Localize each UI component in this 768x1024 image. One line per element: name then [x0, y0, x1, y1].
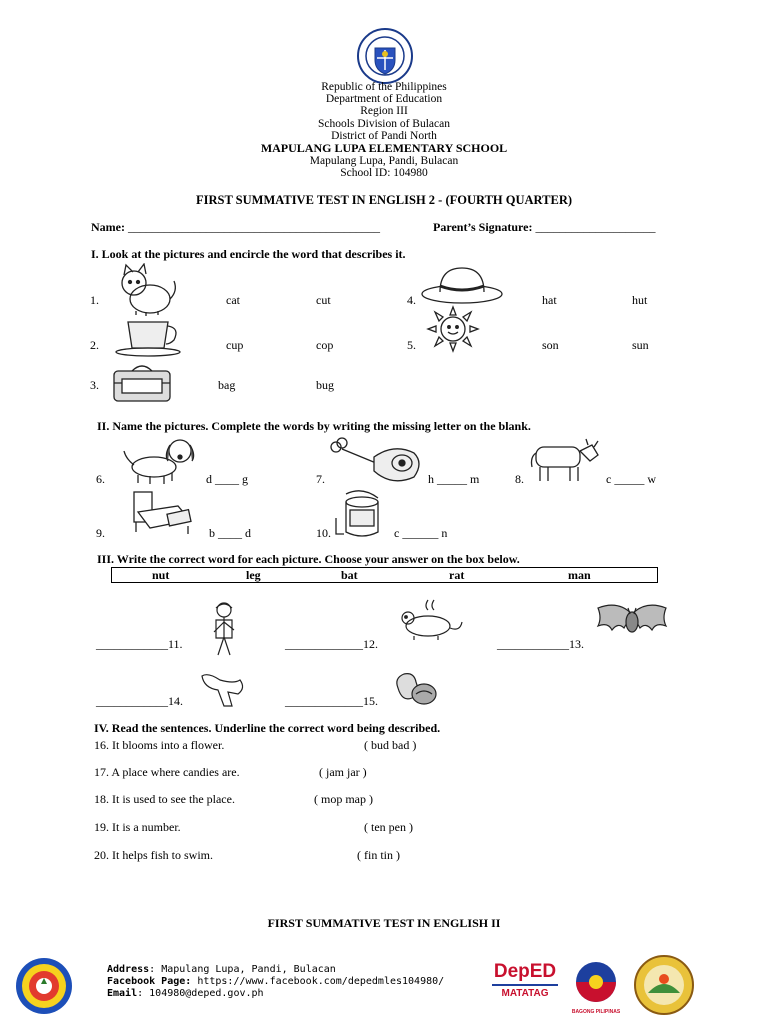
district-seal-logo: [634, 955, 694, 1015]
option-word[interactable]: cut: [316, 293, 331, 307]
option-word[interactable]: hut: [632, 293, 648, 307]
item-number: 1.: [90, 293, 99, 307]
item-number: 12.: [363, 637, 378, 651]
option-word[interactable]: sun: [632, 338, 649, 352]
school-name: MAPULANG LUPA ELEMENTARY SCHOOL: [260, 141, 508, 155]
choice-word: leg: [246, 568, 261, 582]
choice-word: nut: [152, 568, 170, 582]
option-word[interactable]: bug: [316, 378, 334, 392]
nut-picture-icon: [390, 668, 440, 708]
deped-seal-logo: [357, 28, 413, 84]
cow-picture-icon: [528, 437, 600, 483]
sentence-options[interactable]: ( jam jar ): [319, 765, 367, 779]
bag-picture-icon: [108, 363, 176, 403]
sun-picture-icon: [418, 305, 488, 353]
rat-picture-icon: [394, 598, 466, 644]
missing-letter-word[interactable]: d ____ g: [206, 472, 248, 486]
item-number: 6.: [96, 472, 105, 486]
item-number: 10.: [316, 526, 331, 540]
hat-picture-icon: [420, 266, 504, 306]
sentence-item: 19. It is a number.: [94, 820, 181, 834]
name-field[interactable]: __________________________________________: [127, 220, 380, 234]
sentence-item: 17. A place where candies are.: [94, 765, 240, 779]
name-label: Name:: [91, 220, 125, 234]
header-line: Republic of the Philippines: [321, 81, 447, 93]
item-number: 11.: [168, 637, 183, 651]
header-line: Department of Education: [325, 93, 443, 105]
ham-picture-icon: [328, 437, 424, 485]
missing-letter-word[interactable]: c ______ n: [394, 526, 448, 540]
item-number: 7.: [316, 472, 325, 486]
sentence-item: 16. It blooms into a flower.: [94, 738, 225, 752]
item-number: 14.: [168, 694, 183, 708]
choice-word: bat: [341, 568, 358, 582]
sentence-options[interactable]: ( bud bad ): [364, 738, 417, 752]
header-line: District of Pandi North: [331, 130, 437, 142]
deped-matatag-logo: [492, 960, 558, 1012]
option-word[interactable]: bag: [218, 378, 236, 392]
answer-blank[interactable]: _____________12.: [285, 637, 378, 651]
email-label: Email: [107, 988, 138, 999]
cat-picture-icon: [112, 263, 180, 317]
option-word[interactable]: cup: [226, 338, 244, 352]
email-link[interactable]: : 104980@deped.gov.ph: [137, 988, 264, 999]
bagong-pilipinas-logo: [566, 960, 626, 1014]
signature-field[interactable]: ____________________: [535, 220, 656, 234]
choice-word: rat: [449, 568, 465, 582]
school-id: School ID: 104980: [340, 167, 428, 179]
answer-blank[interactable]: ____________13.: [497, 637, 584, 651]
bat-picture-icon: [596, 600, 668, 642]
part1-heading: I. Look at the pictures and encircle the word that describes it.: [91, 247, 406, 261]
part4-heading: IV. Read the sentences. Underline the correct word being described.: [94, 721, 441, 735]
item-number: 3.: [90, 378, 99, 392]
missing-letter-word[interactable]: c _____ w: [606, 472, 656, 486]
can-picture-icon: [332, 488, 382, 540]
sentence-options[interactable]: ( mop map ): [314, 792, 373, 806]
answer-blank[interactable]: ____________11.: [96, 637, 183, 651]
part2-heading: II. Name the pictures. Complete the words by writing the missing letter on the blank.: [97, 419, 531, 433]
cup-picture-icon: [112, 318, 184, 358]
bagong-pilipinas-text: BAGONG PILIPINAS: [571, 1009, 621, 1015]
man-picture-icon: [200, 600, 250, 658]
missing-letter-word[interactable]: b ____ d: [209, 526, 251, 540]
address-value: : Mapulang Lupa, Pandi, Bulacan: [149, 964, 336, 975]
sentence-options[interactable]: ( ten pen ): [364, 820, 413, 834]
option-word[interactable]: cat: [226, 293, 240, 307]
bed-picture-icon: [128, 488, 196, 536]
choice-word: man: [568, 568, 591, 582]
option-word[interactable]: cop: [316, 338, 334, 352]
option-word[interactable]: hat: [542, 293, 557, 307]
answer-blank[interactable]: _____________15.: [285, 694, 378, 708]
facebook-link[interactable]: https://www.facebook.com/depedmles104980/: [191, 976, 445, 987]
sentence-item: 20. It helps fish to swim.: [94, 848, 213, 862]
address-label: Address: [107, 964, 150, 975]
part3-heading: III. Write the correct word for each picture. Choose your answer on the box below.: [97, 552, 520, 566]
sentence-item: 18. It is used to see the place.: [94, 792, 235, 806]
deped-logo-text: DepED: [493, 961, 557, 982]
sentence-options[interactable]: ( fin tin ): [357, 848, 400, 862]
item-number: 4.: [407, 293, 416, 307]
item-number: 2.: [90, 338, 99, 352]
option-word[interactable]: son: [542, 338, 559, 352]
item-number: 15.: [363, 694, 378, 708]
item-number: 5.: [407, 338, 416, 352]
signature-label: Parent’s Signature:: [433, 220, 533, 234]
test-title: FIRST SUMMATIVE TEST IN ENGLISH 2 - (FOURTH QUARTER): [195, 193, 573, 207]
item-number: 13.: [569, 637, 584, 651]
word-choice-box: [111, 567, 658, 583]
dog-picture-icon: [120, 435, 200, 485]
school-address: Mapulang Lupa, Pandi, Bulacan: [309, 155, 459, 167]
missing-letter-word[interactable]: h _____ m: [428, 472, 480, 486]
matatag-text: MATATAG: [492, 984, 558, 999]
item-number: 8.: [515, 472, 524, 486]
school-seal-logo: [15, 957, 73, 1015]
header-line: Schools Division of Bulacan: [318, 118, 450, 130]
header-line: Region III: [360, 105, 408, 117]
facebook-label: Facebook Page:: [107, 976, 192, 987]
answer-blank[interactable]: ____________14.: [96, 694, 183, 708]
footer-title: FIRST SUMMATIVE TEST IN ENGLISH II: [267, 916, 501, 930]
leg-picture-icon: [198, 670, 246, 710]
item-number: 9.: [96, 526, 105, 540]
